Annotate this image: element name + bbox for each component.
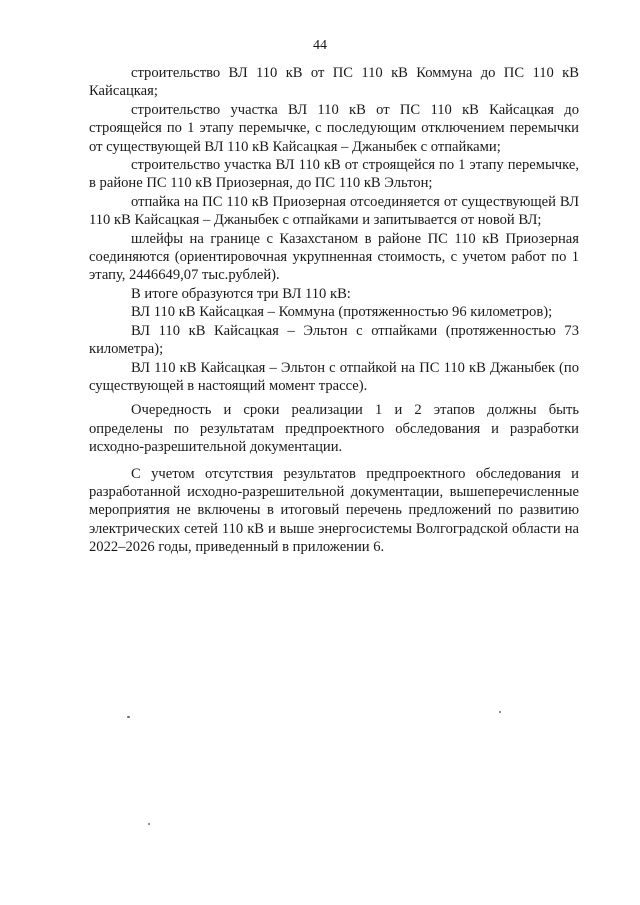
page-number: 44 [313, 38, 327, 53]
paragraph-10: Очередность и сроки реализации 1 и 2 этапов должны быть определены по результатам предпроектного обследования и разработки исходно-разрешительной документации. [89, 402, 579, 456]
paragraph-5: шлейфы на границе с Казахстаном в районе ПС 110 кВ Приозерная соединяются (ориентировочная укрупненная стоимость, с учетом работ по 1 этапу, 2446649,07 тыс.рублей). [89, 230, 579, 284]
paragraph-3: строительство участка ВЛ 110 кВ от строящейся по 1 этапу перемычке, в районе ПС 110 кВ Приозерная, до ПС 110 кВ Эльтон; [89, 157, 579, 192]
paragraph-2: строительство участка ВЛ 110 кВ от ПС 110 кВ Кайсацкая до строящейся по 1 этапу перемычке, с последующим отключением перемычки от существующей ВЛ 110 кВ Кайсацкая – Джаныбек с отпайками; [89, 101, 579, 155]
paragraph-4: отпайка на ПС 110 кВ Приозерная отсоединяется от существующей ВЛ 110 кВ Кайсацкая – Джаныбек с отпайками и запитывается от новой ВЛ; [89, 193, 579, 229]
paragraph-9: ВЛ 110 кВ Кайсацкая – Эльтон с отпайкой на ПС 110 кВ Джаныбек (по существующей в настоящий момент трассе). [89, 359, 579, 394]
scan-speck [148, 823, 150, 825]
paragraph-7: ВЛ 110 кВ Кайсацкая – Коммуна (протяженностью 96 километров); [131, 304, 553, 321]
paragraph-6: В итоге образуются три ВЛ 110 кВ: [131, 285, 351, 302]
paragraph-8: ВЛ 110 кВ Кайсацкая – Эльтон с отпайками (протяженностью 73 километра); [89, 322, 579, 358]
document-body [89, 64, 579, 557]
scan-speck [127, 716, 130, 718]
paragraph-11: С учетом отсутствия результатов предпроектного обследования и разработанной исходно-разрешительной документации, вышеперечисленные мероприятия не включены в итоговый перечень предложений по развитию электрических сетей 110 кВ и выше энергосистемы Волгоградской области на 2022–2026 годы, приведенный в приложении 6. [89, 465, 579, 556]
scan-speck [499, 711, 501, 713]
paragraph-1: строительство ВЛ 110 кВ от ПС 110 кВ Коммуна до ПС 110 кВ Кайсацкая; [89, 65, 579, 100]
